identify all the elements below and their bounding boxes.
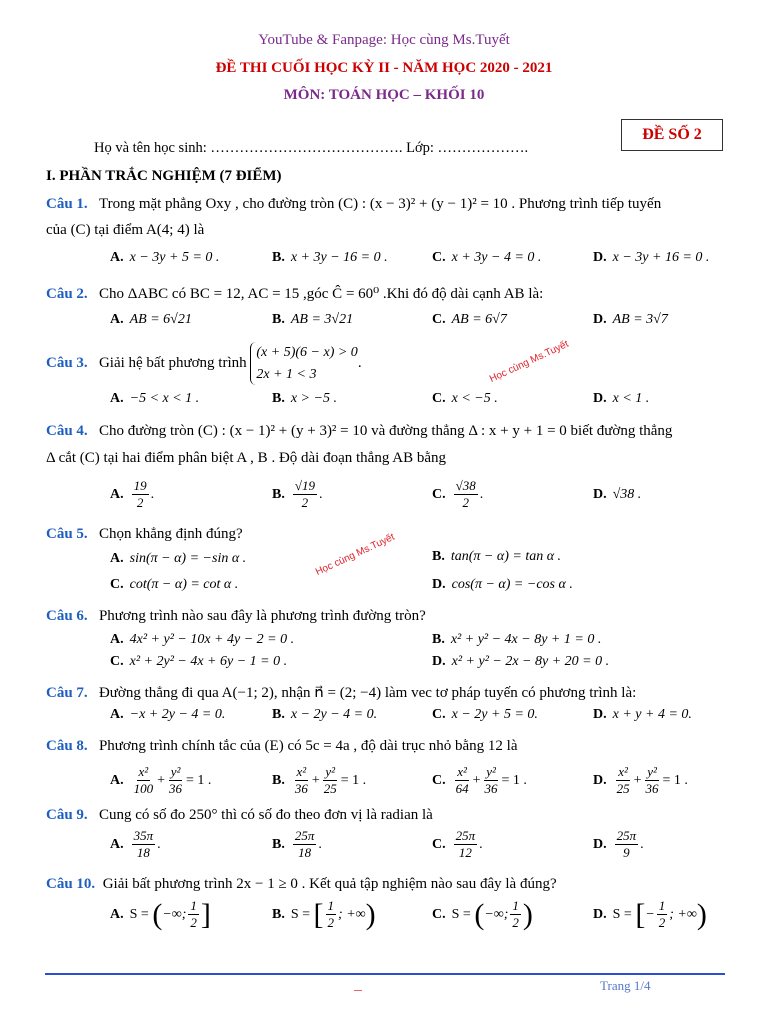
q8-option-d[interactable]: D. $\frac{\text{x²}}{25}$ + $\frac{\text{y²}}{36}$ = 1 . [593,764,688,797]
q10-option-c[interactable]: C. S = (−∞; $\frac{1}{2}$ ) [432,897,533,931]
question-6: Câu 6. Phương trình nào sau đây là phương trình đường tròn? [46,608,426,624]
q5-option-d[interactable]: D. cos(π − α) = −cos α . [432,577,573,592]
question-1-text: Trong mặt phẳng Oxy , cho đường tròn (C) : (x − 3)² + (y − 1)² = 10 . Phương trình tiếp tuyến [98,196,662,212]
q3-option-b[interactable]: B. x > −5 . [272,391,337,406]
footer-divider [45,973,725,975]
q6-option-b[interactable]: B. x² + y² − 4x − 8y + 1 = 0 . [432,632,602,647]
question-1: Câu 1. Trong mặt phẳng Oxy , cho đường tròn (C) : (x − 3)² + (y − 1)² = 10 . Phương trình tiếp tuyến [46,196,662,212]
page-number: Trang 1/4 [600,978,651,993]
channel-line: YouTube & Fanpage: Học cùng Ms.Tuyết [258,32,510,48]
watermark-2: Học cùng Ms.Tuyết [314,531,397,578]
q2-option-d[interactable]: D. AB = 3√7 [593,312,668,327]
q9-option-b[interactable]: B. $\frac{25\pi}{18}$ . [272,828,322,861]
q2-option-c[interactable]: C. AB = 6√7 [432,312,507,327]
q5-option-c[interactable]: C. cot(π − α) = cot α . [110,577,239,592]
question-3: Câu 3. Giải hệ bất phương trình (x + 5)(6 − x) > 0 2x + 1 < 3 . [46,342,362,385]
q4-option-c[interactable]: C. $\frac{√38}{2}$ . [432,478,484,511]
q3-option-a[interactable]: A. −5 < x < 1 . [110,391,200,406]
q2-option-b[interactable]: B. AB = 3√21 [272,312,354,327]
exam-subject: MÔN: TOÁN HỌC – KHỐI 10 [283,87,485,103]
exam-code-box: ĐỀ SỐ 2 [621,119,723,151]
q5-option-a[interactable]: A. sin(π − α) = −sin α . [110,551,247,566]
question-4-line2: Δ cắt (C) tại hai điểm phân biệt A , B . Độ dài đoạn thẳng AB bằng [46,450,446,466]
q10-option-d[interactable]: D. S = [− $\frac{1}{2}$ ; +∞) [593,897,707,931]
q5-option-b[interactable]: B. tan(π − α) = tan α . [432,549,562,564]
q9-option-c[interactable]: C. $\frac{25\pi}{12}$ . [432,828,483,861]
q7-option-c[interactable]: C. x − 2y + 5 = 0. [432,707,538,722]
q1-option-a[interactable]: A. x − 3y + 5 = 0 . [110,250,220,265]
q8-option-a[interactable]: A. $\frac{\text{x²}}{100}$ + $\frac{\text{y²}}{36}$ = 1 . [110,764,212,797]
question-9: Câu 9. Cung có số đo 250° thì có số đo theo đơn vị là radian là [46,807,433,823]
q3-option-d[interactable]: D. x < 1 . [593,391,650,406]
q2-option-a[interactable]: A. AB = 6√21 [110,312,192,327]
q6-option-c[interactable]: C. x² + 2y² − 4x + 6y − 1 = 0 . [110,654,288,669]
exam-title: ĐỀ THI CUỐI HỌC KỲ II - NĂM HỌC 2020 - 2021 [215,60,553,76]
q8-option-c[interactable]: C. $\frac{\text{x²}}{64}$ + $\frac{\text{y²}}{36}$ = 1 . [432,764,527,797]
q7-option-a[interactable]: A. −x + 2y − 4 = 0. [110,707,226,722]
student-info-line: Họ và tên học sinh: …………………………………. Lớp: ………………. [94,140,529,156]
footer-mark [354,990,362,991]
q10-option-b[interactable]: B. S = [ $\frac{1}{2}$ ; +∞) [272,897,376,931]
q6-option-a[interactable]: A. 4x² + y² − 10x + 4y − 2 = 0 . [110,632,295,647]
q1-option-b[interactable]: B. x + 3y − 16 = 0 . [272,250,388,265]
q6-option-d[interactable]: D. x² + y² − 2x − 8y + 20 = 0 . [432,654,610,669]
q9-option-a[interactable]: A. $\frac{35\pi}{18}$ . [110,828,161,861]
q1-option-d[interactable]: D. x − 3y + 16 = 0 . [593,250,710,265]
question-5: Câu 5. Chọn khẳng định đúng? [46,526,243,542]
question-7: Câu 7. Đường thẳng đi qua A(−1; 2), nhận n⃗ = (2; −4) làm vec tơ pháp tuyến có phương trình là: [46,685,637,701]
q4-option-b[interactable]: B. $\frac{√19}{2}$ . [272,478,323,511]
question-4: Câu 4. Cho đường tròn (C) : (x − 1)² + (y + 3)² = 10 và đường thẳng Δ : x + y + 1 = 0 biết đường thẳng [46,423,673,439]
q4-option-a[interactable]: A. $\frac{19}{2}$ . [110,478,155,511]
q7-option-d[interactable]: D. x + y + 4 = 0. [593,707,692,722]
q7-option-b[interactable]: B. x − 2y − 4 = 0. [272,707,378,722]
watermark-1: Học cùng Ms.Tuyết [488,338,571,385]
inequality-system: (x + 5)(6 − x) > 0 2x + 1 < 3 [250,342,357,385]
q9-option-d[interactable]: D. $\frac{25\pi}{9}$ . [593,828,644,861]
q4-option-d[interactable]: D. √38 . [593,487,642,502]
q10-option-a[interactable]: A. S = (−∞; $\frac{1}{2}$ ] [110,897,211,931]
question-10: Câu 10. Giải bất phương trình 2x − 1 ≥ 0 . Kết quả tập nghiệm nào sau đây là đúng? [46,876,557,892]
section-title: I. PHẦN TRẮC NGHIỆM (7 ĐIỂM) [46,168,282,184]
q3-option-c[interactable]: C. x < −5 . [432,391,498,406]
question-8: Câu 8. Phương trình chính tắc của (E) có 5c = 4a , độ dài trục nhỏ bằng 12 là [46,738,518,754]
question-1-line2: của (C) tại điểm A(4; 4) là [46,222,205,238]
question-2: Câu 2. Cho ΔABC có BC = 12, AC = 15 ,góc Ĉ = 60⁰ .Khi đó độ dài cạnh AB là: [46,286,544,302]
q1-option-c[interactable]: C. x + 3y − 4 = 0 . [432,250,542,265]
q8-option-b[interactable]: B. $\frac{\text{x²}}{36}$ + $\frac{\text{y²}}{25}$ = 1 . [272,764,367,797]
